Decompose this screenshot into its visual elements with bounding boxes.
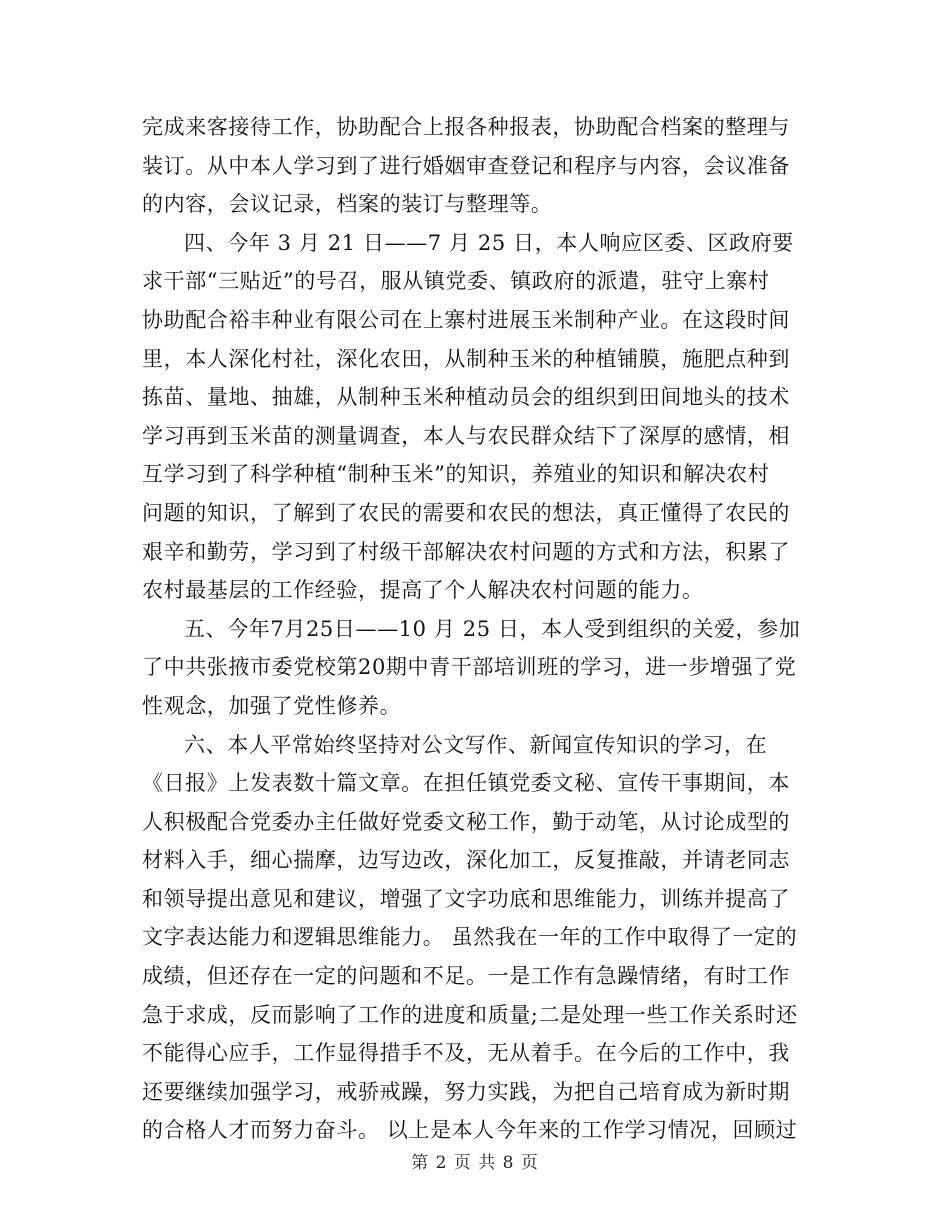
text-line: 农村最基层的工作经验，提高了个人解决农村问题的能力。 xyxy=(142,578,704,603)
text-line: 了中共张掖市委党校第20期中青干部培训班的学习，进一步增强了党 xyxy=(142,655,797,680)
text-line: 艰辛和勤劳，学习到了村级干部解决农村问题的方式和方法，积累了 xyxy=(142,539,790,564)
text-line: 六、本人平常始终坚持对公文写作、新闻宣传知识的学习，在 xyxy=(184,732,768,757)
text-line: 的合格人才而努力奋斗。 以上是本人今年来的工作学习情况，回顾过 xyxy=(142,1118,798,1143)
text-line: 急于求成，反而影响了工作的进度和质量;二是处理一些工作关系时还 xyxy=(142,1002,798,1027)
text-line: 装订。从中本人学习到了进行婚姻审查登记和程序与内容，会议准备 xyxy=(142,153,790,178)
text-line: 成绩，但还存在一定的问题和不足。一是工作有急躁情绪，有时工作 xyxy=(142,964,790,989)
text-line: 材料入手，细心揣摩，边写边改，深化加工，反复推敲，并请老同志 xyxy=(142,848,790,873)
text-line: 协助配合裕丰种业有限公司在上寨村进展玉米制种产业。在这段时间 xyxy=(142,307,790,332)
page-number-footer: 第 2 页 共 8 页 xyxy=(411,1153,539,1173)
document-body xyxy=(142,108,812,1150)
text-line: 互学习到了科学种植“制种玉米”的知识，养殖业的知识和解决农村 xyxy=(142,462,770,487)
text-line: 完成来客接待工作，协助配合上报各种报表，协助配合档案的整理与 xyxy=(142,115,790,139)
text-line: 不能得心应手，工作显得措手不及，无从着手。在今后的工作中，我 xyxy=(142,1041,790,1066)
text-line: 五、今年7月25日——10 月 25 日，本人受到组织的关爱，参加 xyxy=(184,616,801,641)
text-line: 性观念，加强了党性修养。 xyxy=(142,693,402,718)
text-line: 问题的知识，了解到了农民的需要和农民的想法，真正懂得了农民的 xyxy=(142,500,790,525)
text-line: 《日报》上发表数十篇文章。在担任镇党委文秘、宣传干事期间，本 xyxy=(142,771,790,796)
text-line: 还要继续加强学习，戒骄戒躁，努力实践，为把自己培育成为新时期 xyxy=(142,1079,790,1104)
text-line: 拣苗、量地、抽雄，从制种玉米种植动员会的组织到田间地头的技术 xyxy=(142,385,790,410)
text-line: 人积极配合党委办主任做好党委文秘工作，勤于动笔，从讨论成型的 xyxy=(142,809,790,834)
text-line: 的内容，会议记录，档案的装订与整理等。 xyxy=(142,192,553,217)
text-line: 求干部“三贴近”的号召，服从镇党委、镇政府的派遣，驻守上寨村 xyxy=(142,269,770,294)
text-line: 和领导提出意见和建议，增强了文字功底和思维能力，训练并提高了 xyxy=(142,886,790,911)
text-line: 里，本人深化村社，深化农田，从制种玉米的种植铺膜，施肥点种到 xyxy=(142,346,790,371)
text-line: 文字表达能力和逻辑思维能力。 虽然我在一年的工作中取得了一定的 xyxy=(142,925,798,950)
text-line: 学习再到玉米苗的测量调查，本人与农民群众结下了深厚的感情，相 xyxy=(142,423,790,448)
text-line: 四、今年 3 月 21 日——7 月 25 日，本人响应区委、区政府要 xyxy=(184,230,794,255)
